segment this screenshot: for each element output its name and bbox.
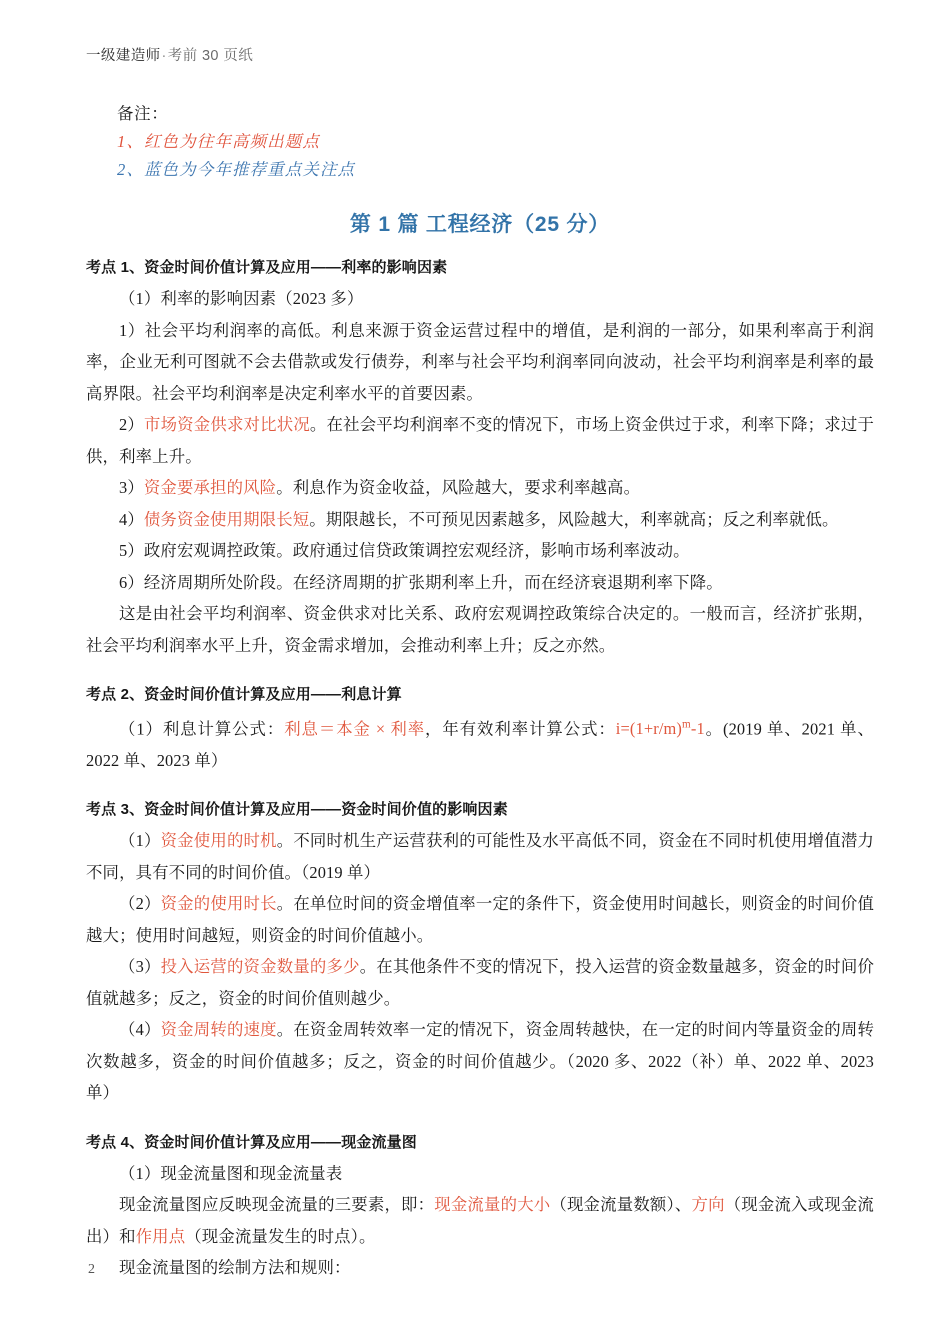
paragraph-segment: （现金流量发生的时点）。 (185, 1226, 376, 1246)
page-number: 2 (88, 1262, 95, 1277)
heading-kaodian-2: 考点 2、资金时间价值计算及应用——利息计算 (86, 686, 402, 703)
header-separator: · (161, 48, 167, 64)
paragraph-lead: 现金流量图应反映现金流量的三要素，即： (119, 1195, 435, 1215)
paragraph-k3-1 (86, 825, 874, 888)
paragraph-segment: （现金流入或现金流出）和 (86, 1195, 874, 1246)
paragraph-k1-5 (86, 504, 874, 536)
highlight-text: 市场资金供求对比状况 (144, 415, 310, 434)
highlight-text: 方向 (691, 1195, 725, 1215)
heading-kaodian-4: 考点 4、资金时间价值计算及应用——现金流量图 (86, 1133, 417, 1151)
highlight-text: 资金要承担的风险 (143, 478, 277, 497)
paragraph-k1-2: 1）社会平均利润率的高低。利息来源于资金运营过程中的增值，是利润的一部分，如果利率高于利润率，企业无利可图就不会去借款或发行债券，利率与社会平均利润率同向波动，社会平均利润率是利率的最高界限。社会平均利润率是决定利率水平的首要因素。 (86, 320, 874, 403)
formula-interest: 利息＝本金 × 利率 (284, 719, 426, 739)
list-marker: 3） (119, 478, 144, 497)
paragraph-k2-1 (86, 710, 874, 776)
formula-tail: -1 (690, 719, 705, 739)
highlight-text: 资金的使用时长 (160, 894, 277, 914)
paragraph-k4-2 (86, 1189, 874, 1252)
paragraph-rest: 。利息作为资金收益，风险越大，要求利率越高。 (276, 478, 641, 497)
header-subtitle: 考前 30 页纸 (167, 48, 254, 64)
paragraph-k4-1: （1）现金流量图和现金流量表 (119, 1163, 343, 1183)
notes-block (86, 100, 874, 184)
highlight-text: 现金流量的大小 (434, 1195, 551, 1215)
paragraph-k1-4 (86, 472, 874, 504)
exam-year-reference: 。(2019 单、2021 单、2022 单、2023 单） (86, 719, 874, 770)
list-marker: （4） (119, 1020, 161, 1040)
paragraph-k3-2 (86, 888, 874, 951)
highlight-text: 债务资金使用期限长短 (143, 509, 310, 529)
note-item-red: 1、红色为往年高频出题点 (117, 132, 320, 151)
highlight-text: 资金使用的时机 (160, 831, 277, 851)
formula-connector: ，年有效利率计算公式： (425, 719, 616, 739)
note-item-blue: 2、蓝色为今年推荐重点关注点 (117, 160, 356, 179)
paragraph-rest: 。期限越长，不可预见因素越多，风险越大，利率就高；反之利率就低。 (309, 509, 839, 529)
paragraph-k3-4 (86, 1014, 874, 1109)
list-marker: （1） (119, 831, 161, 851)
list-marker: （2） (119, 894, 161, 914)
heading-kaodian-3: 考点 3、资金时间价值计算及应用——资金时间价值的影响因素 (86, 801, 508, 819)
paragraph-k1-7: 6）经济周期所处阶段。在经济周期的扩张期利率上升，而在经济衰退期利率下降。 (119, 572, 723, 592)
paragraph-rest: 。在单位时间的资金增值率一定的条件下，资金使用时间越长，则资金的时间价值越大；使用时间越短，则资金的时间价值越小。 (86, 894, 874, 945)
document-content (86, 100, 874, 1284)
formula-lead-in: （1）利息计算公式： (119, 719, 285, 739)
formula-effective-rate (616, 719, 705, 738)
highlight-text: 投入运营的资金数量的多少 (160, 957, 360, 977)
paragraph-k3-3 (86, 951, 874, 1014)
paragraph-k4-3: 现金流量图的绘制方法和规则： (119, 1258, 351, 1278)
paragraph-k1-3 (86, 409, 874, 472)
paragraph-k1-1: （1）利率的影响因素（2023 多） (119, 289, 364, 308)
paragraph-rest: 。不同时机生产运营获利的可能性及水平高低不同，资金在不同时机使用增值潜力不同，具有不同的时间价值。（2019 单） (86, 831, 874, 882)
formula-exponent: m (682, 719, 691, 731)
document-running-header (86, 44, 864, 65)
notes-label-line (117, 100, 874, 128)
paragraph-k1-6: 5）政府宏观调控政策。政府通过信贷政策调控宏观经济，影响市场利率波动。 (119, 541, 690, 560)
list-marker: 4） (119, 509, 144, 529)
header-main-title: 一级建造师 (86, 48, 161, 64)
list-marker: 2） (119, 415, 144, 434)
notes-label: 备注： (117, 104, 169, 123)
paragraph-k1-8: 这是由社会平均利润率、资金供求对比关系、政府宏观调控政策综合决定的。一般而言，经济扩张期，社会平均利润率水平上升，资金需求增加，会推动利率上升；反之亦然。 (86, 604, 874, 655)
section-title: 第 1 篇 工程经济（25 分） (349, 213, 611, 236)
formula-base: i=(1+r/m) (615, 719, 683, 739)
heading-kaodian-1: 考点 1、资金时间价值计算及应用——利率的影响因素 (86, 259, 448, 276)
paragraph-segment: （现金流量数额）、 (550, 1195, 692, 1215)
highlight-text: 资金周转的速度 (160, 1020, 277, 1040)
paragraph-rest: 。在社会平均利润率不变的情况下，市场上资金供过于求，利率下降；求过于供，利率上升。 (86, 415, 874, 466)
paragraph-rest: 。在其他条件不变的情况下，投入运营的资金数量越多，资金的时间价值就越多；反之，资金的时间价值则越少。 (86, 957, 874, 1008)
highlight-text: 作用点 (135, 1226, 186, 1246)
list-marker: （3） (119, 957, 161, 977)
paragraph-rest: 。在资金周转效率一定的情况下，资金周转越快，在一定的时间内等量资金的周转次数越多，资金的时间价值越多；反之，资金的时间价值越少。（2020 多、2022（补）单、2022 单、2023 单） (86, 1020, 874, 1103)
